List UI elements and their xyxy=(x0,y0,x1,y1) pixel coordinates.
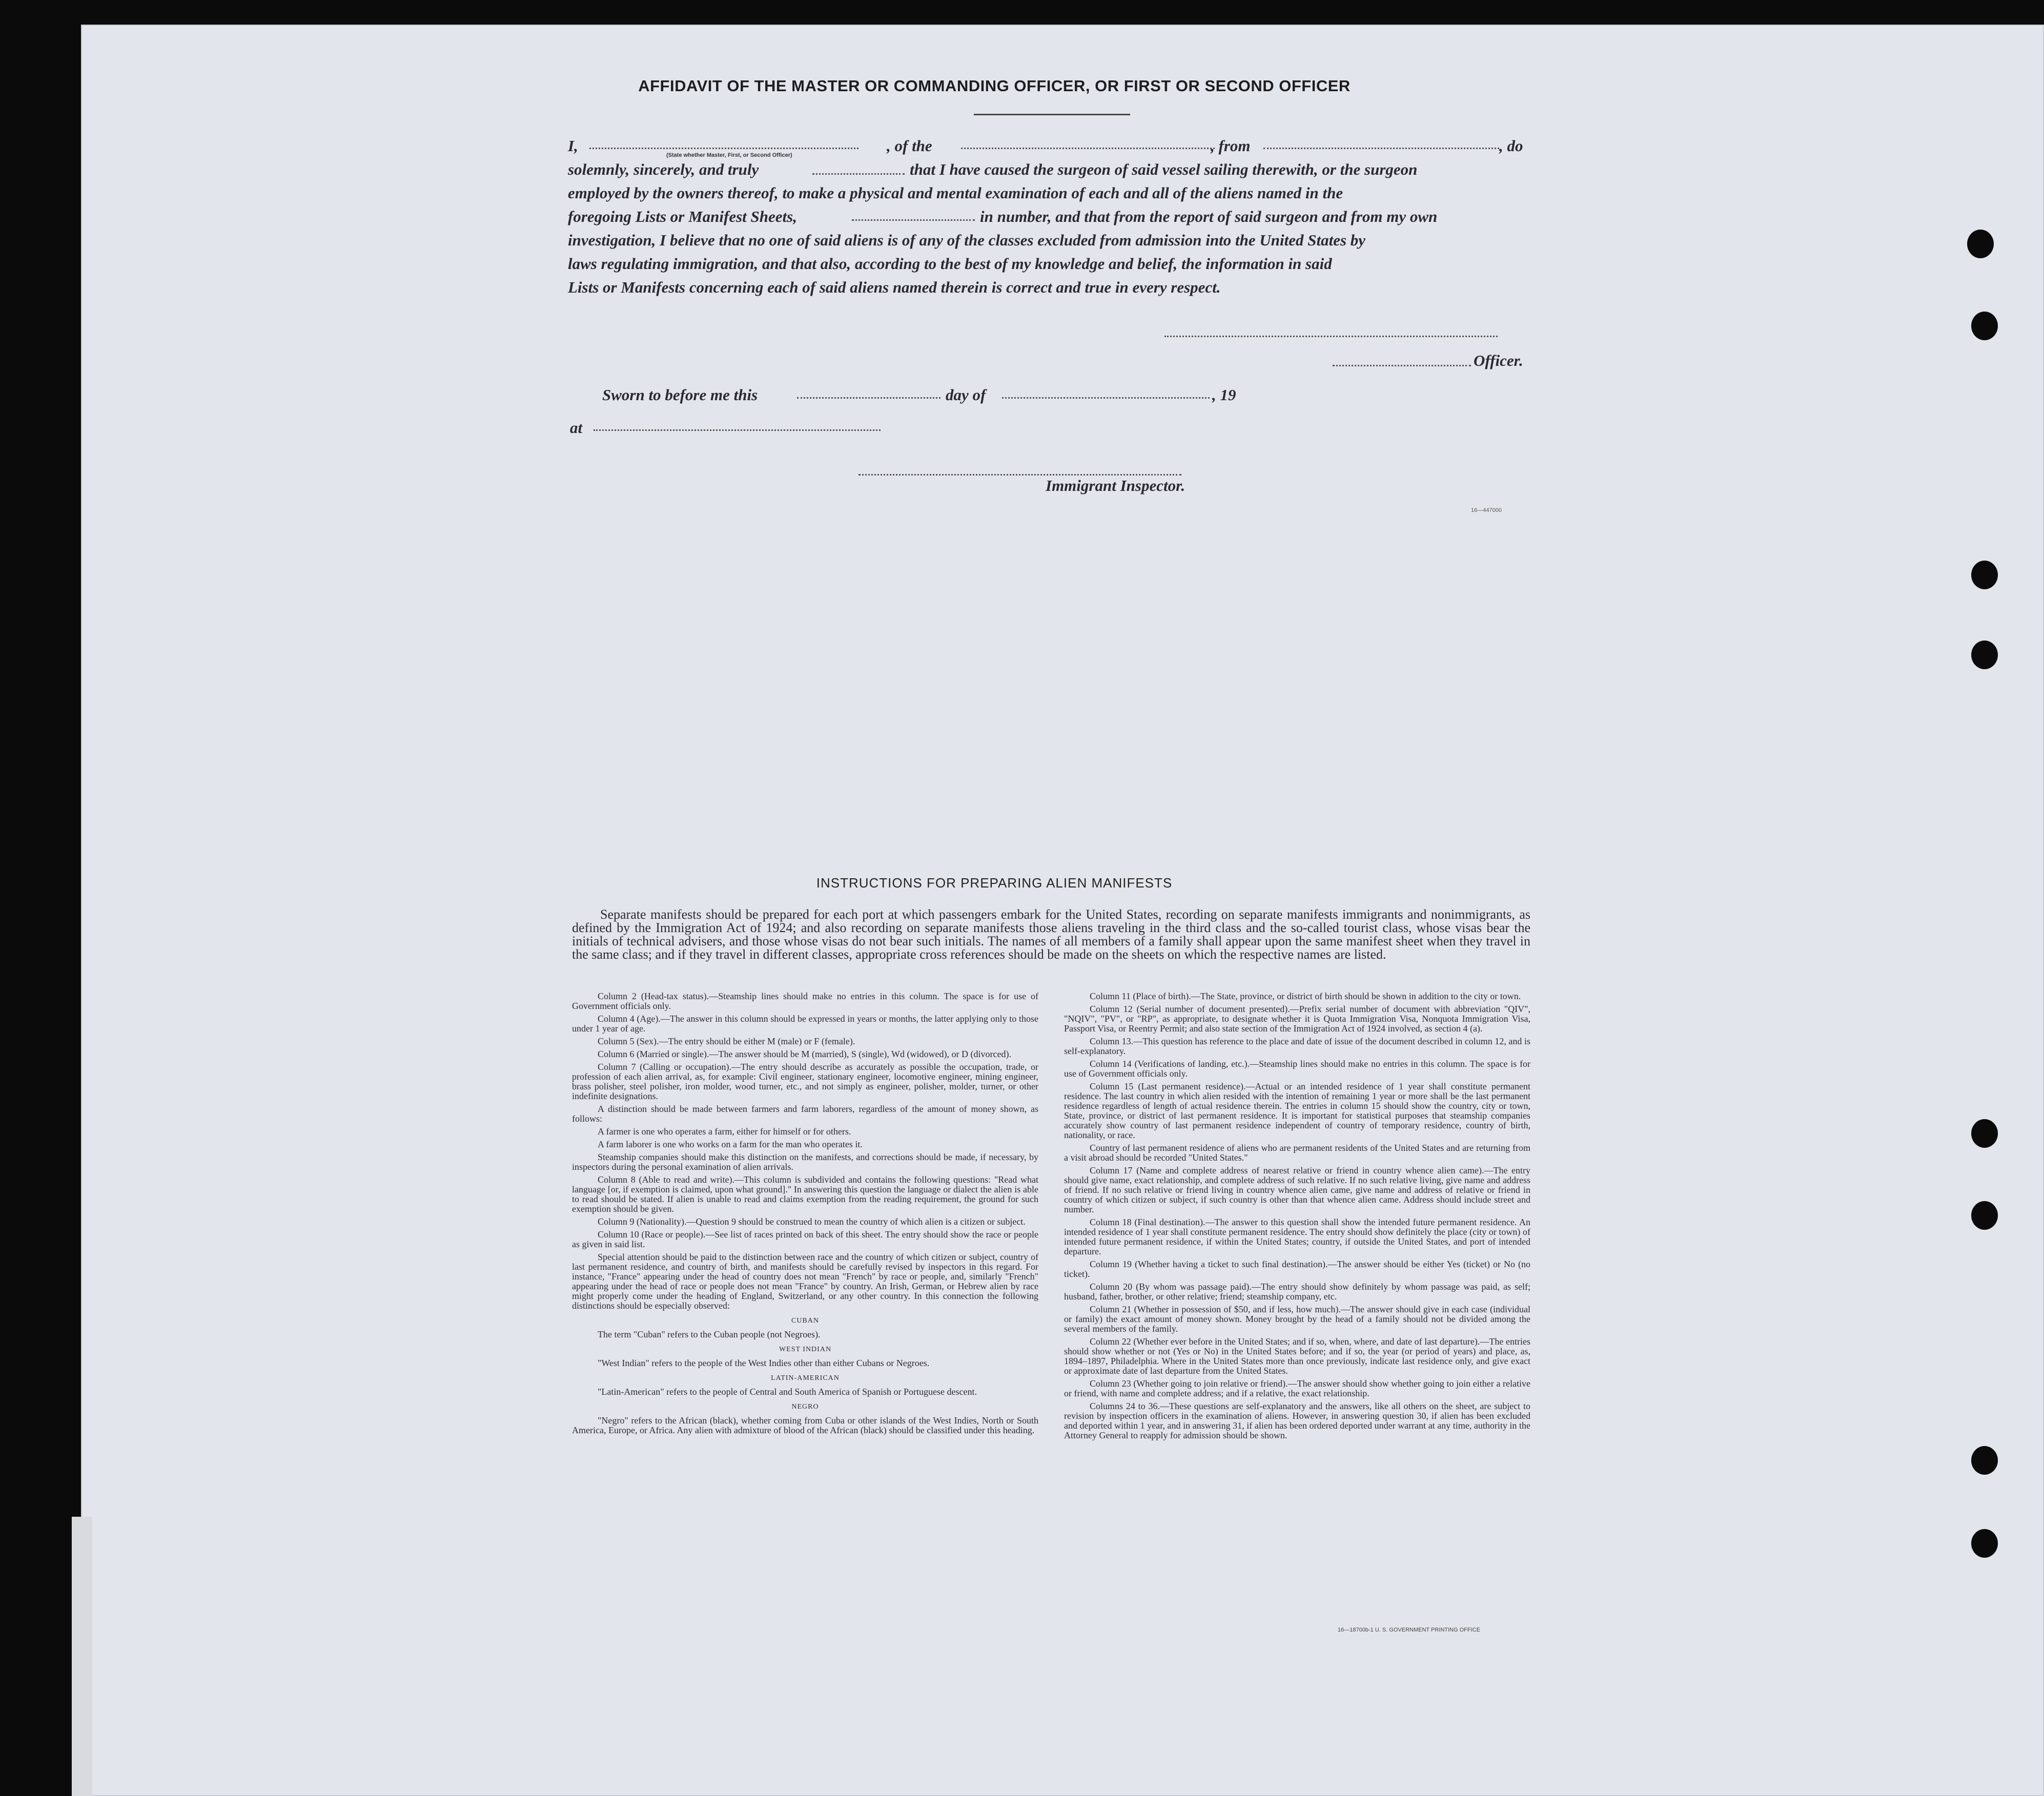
title-underline xyxy=(974,114,1130,115)
form-code: 16—447000 xyxy=(1471,507,1502,513)
master-signature-field[interactable] xyxy=(1164,336,1498,337)
underlying-page-edge xyxy=(72,1517,92,1796)
instruction-paragraph: Column 17 (Name and complete address of nearest relative or friend in country whence alien came).—The entry should give name, exact relationship, and complete address of such relative. If no such relative living, give name and address of friend. If no such relative or friend living in country whence alien came, give name and address of relative or friend in country of which citizen or subject, if such country is other than that whence alien came. Address should include street and number. xyxy=(1064,1165,1530,1214)
instructions-right-column xyxy=(1064,992,1530,1443)
do-label: , do xyxy=(1499,137,1523,155)
latin-american-text: "Latin-American" refers to the people of Central and South America of Spanish or Portuguese descent. xyxy=(598,1387,977,1397)
day-of-label: day of xyxy=(946,386,986,404)
affidavit-line5: investigation, I believe that no one of said aliens is of any of the classes excluded from admission into the United States by xyxy=(568,231,1366,249)
sworn-place-field[interactable] xyxy=(594,429,881,431)
affidavit-line3: employed by the owners thereof, to make a physical and mental examination of each and all of the aliens named in the xyxy=(568,184,1343,202)
affidavit-line2b: that I have caused the surgeon of said vessel sailing therewith, or the surgeon xyxy=(910,160,1418,178)
instruction-paragraph: Steamship companies should make this distinction on the manifests, and corrections should be made, if necessary, by inspectors during the personal examination of alien arrivals. xyxy=(572,1152,1038,1172)
instruction-paragraph: Column 9 (Nationality).—Question 9 should be construed to mean the country of which alien is a citizen or subject. xyxy=(598,1216,1026,1227)
from-label: , from xyxy=(1211,137,1251,155)
instruction-paragraph: Column 2 (Head-tax status).—Steamship lines should make no entries in this column. The space is for use of Government officials only. xyxy=(572,991,1038,1011)
negro-text: "Negro" refers to the African (black), whether coming from Cuba or other islands of the West Indies, North or South America, Europe, or Africa. Any alien with admixture of blood of the African (black) should be classified under this heading. xyxy=(572,1415,1038,1435)
punch-hole xyxy=(1971,1529,1998,1558)
instruction-paragraph: Column 20 (By whom was passage paid).—The entry should show definitely by whom passage was paid, as self; husband, father, brother, or other relative; friend; steamship company, etc. xyxy=(1064,1282,1530,1302)
year-label: , 19 xyxy=(1212,386,1236,404)
instructions-title: INSTRUCTIONS FOR PREPARING ALIEN MANIFESTS xyxy=(816,875,1173,891)
inspector-label: Immigrant Inspector. xyxy=(1046,477,1185,494)
instruction-paragraph: A farmer is one who operates a farm, either for himself or for others. xyxy=(598,1126,851,1137)
instruction-paragraph: Column 14 (Verifications of landing, etc.).—Steamship lines should make no entries in this column. The space is for use of Government officials only. xyxy=(1064,1059,1530,1079)
cuban-heading: CUBAN xyxy=(791,1317,819,1325)
sworn-day-field[interactable] xyxy=(797,397,941,399)
instruction-paragraph: Country of last permanent residence of aliens who are permanent residents of the United States and are returning from a visit abroad should be recorded "United States." xyxy=(1064,1143,1530,1163)
inspector-signature-field[interactable] xyxy=(859,474,1181,476)
instruction-paragraph: Column 5 (Sex).—The entry should be either M (male) or F (female). xyxy=(598,1036,855,1046)
sworn-label: Sworn to before me this xyxy=(602,386,758,404)
punch-hole xyxy=(1967,230,1994,258)
instruction-paragraph: Column 6 (Married or single).—The answer should be M (married), S (single), Wd (widowed), or D (divorced). xyxy=(598,1049,1011,1059)
of-the-label: , of the xyxy=(887,137,932,155)
officer-title-field[interactable] xyxy=(1333,365,1471,366)
affidavit-title: AFFIDAVIT OF THE MASTER OR COMMANDING OFFICER, OR FIRST OR SECOND OFFICER xyxy=(638,77,1351,95)
punch-hole xyxy=(1971,561,1998,589)
punch-hole xyxy=(1971,312,1998,340)
instruction-paragraph: Column 7 (Calling or occupation).—The entry should describe as accurately as possible the occupation, trade, or profession of each alien arrival, as, for example: Civil engineer, stationary engineer, locomotive engineer, mining engineer, brass polisher, steel polisher, iron molder, wood turner, etc., and not simply as engineer, polisher, molder, turner, or other indefinite designations. xyxy=(572,1062,1038,1101)
officer-rank-hint: (State whether Master, First, or Second Officer) xyxy=(666,152,792,158)
affidavit-line6: laws regulating immigration, and that also, according to the best of my knowledge and belief, the information in said xyxy=(568,255,1332,273)
affidavit-line4b: in number, and that from the report of said surgeon and from my own xyxy=(980,208,1438,225)
instruction-paragraph: Column 8 (Able to read and write).—This column is subdivided and contains the following questions: "Read what language [or, if exemption is claimed, upon what ground]." In answering this question the language or dialect the alien is able to read should be stated. If alien is unable to read and claims exemption from the reading requirement, the ground for such exemption should be given. xyxy=(572,1174,1038,1214)
oath-field[interactable] xyxy=(812,173,905,175)
affidavit-i: I, xyxy=(568,137,578,155)
instruction-paragraph: Column 19 (Whether having a ticket to such final destination).—The answer should be either Yes (ticket) or No (no ticket). xyxy=(1064,1259,1530,1279)
left-paragraphs xyxy=(572,992,1038,1311)
punch-hole xyxy=(1971,1201,1998,1230)
right-paragraphs xyxy=(1064,992,1530,1440)
sworn-month-field[interactable] xyxy=(1002,397,1210,399)
instruction-paragraph: Column 4 (Age).—The answer in this column should be expressed in years or months, the latter applying only to those under 1 year of age. xyxy=(572,1014,1038,1034)
officer-rank-field[interactable] xyxy=(589,148,859,149)
cuban-text: The term "Cuban" refers to the Cuban people (not Negroes). xyxy=(598,1329,821,1339)
from-port-field[interactable] xyxy=(1263,148,1499,149)
latin-american-heading: LATIN-AMERICAN xyxy=(771,1374,840,1382)
instruction-paragraph: Column 18 (Final destination).—The answer to this question shall show the intended future permanent residence. An intended residence of 1 year shall constitute permanent residence. The entry should show definitely the place (city or town) of intended future permanent residence, if within the United States; country, if outside the United States, and port of intended departure. xyxy=(1064,1217,1530,1256)
instruction-paragraph: Column 13.—This question has reference to the place and date of issue of the document described in column 12, and is self-explanatory. xyxy=(1064,1036,1530,1056)
instruction-paragraph: Column 12 (Serial number of document presented).—Prefix serial number of document with abbreviation "QIV", "NQIV", "PV", or "RP", as appropriate, to designate whether it is Quota Immigration Visa, Nonquota Immigration Visa, Passport Visa, or Reentry Permit; and also state section of the Immigration Act of 1924 involved, as section 4 (a). xyxy=(1064,1004,1530,1034)
instruction-paragraph: Column 23 (Whether going to join relative or friend).—The answer should show whether going to join either a relative or friend, with name and complete address; and if a relative, the exact relationship. xyxy=(1064,1378,1530,1398)
instruction-paragraph: Column 11 (Place of birth).—The State, province, or district of birth should be shown in addition to the city or town. xyxy=(1090,991,1521,1001)
negro-heading: NEGRO xyxy=(791,1403,819,1411)
instruction-paragraph: Column 22 (Whether ever before in the United States; and if so, when, where, and date of last departure).—The entries should show whether or not (Yes or No) in the United States before; and if so, the year (or period of years) and place, as, 1894–1897, Philadelphia. Where in the United States more than once previously, indicate last residence only, and give exact or approximate date of last departure from the United States. xyxy=(1064,1336,1530,1376)
instruction-paragraph: Special attention should be paid to the distinction between race and the country of which citizen or subject, country of last permanent residence, and country of birth, and manifests should be carefully revised by inspectors in this regard. For instance, "France" appearing under the head of country does not mean "French" by race or people, and, similarly "French" appearing under the head of race or people does not mean "France" by country. An Irish, German, or Hebrew alien by race might properly come under the heading of England, Switzerland, or any other country. In this connection the following distinctions should be especially observed: xyxy=(572,1252,1038,1311)
officer-label: Officer. xyxy=(1474,352,1523,369)
instruction-paragraph: Column 10 (Race or people).—See list of races printed on back of this sheet. The entry should show the race or people as given in said list. xyxy=(572,1229,1038,1249)
punch-hole xyxy=(1971,1446,1998,1475)
punch-hole xyxy=(1971,1119,1998,1148)
affidavit-line2a: solemnly, sincerely, and truly xyxy=(568,160,759,178)
punch-hole xyxy=(1971,641,1998,669)
instructions-left-column xyxy=(572,992,1038,1438)
printing-office-footer: 16—18700b-1 U. S. GOVERNMENT PRINTING OFFICE xyxy=(1338,1627,1480,1633)
affidavit-line4a: foregoing Lists or Manifest Sheets, xyxy=(568,208,797,225)
at-label: at xyxy=(570,419,583,437)
instruction-paragraph: Columns 24 to 36.—These questions are self-explanatory and the answers, like all others on the sheet, are subject to revision by inspection officers in the examination of aliens. However, in answering question 30, if alien has been excluded and deported within 1 year, and in answering 31, if alien has been ordered deported under warrant at any time, authority in the Attorney General to reapply for admission should be shown. xyxy=(1064,1401,1530,1440)
affidavit-line7: Lists or Manifests concerning each of said aliens named therein is correct and true in every respect. xyxy=(568,278,1221,296)
west-indian-text: "West Indian" refers to the people of the West Indies other than either Cubans or Negroes. xyxy=(598,1358,930,1368)
vessel-name-field[interactable] xyxy=(961,148,1215,149)
instruction-paragraph: A distinction should be made between farmers and farm laborers, regardless of the amount of money shown, as follows: xyxy=(572,1104,1038,1124)
instruction-paragraph: Column 21 (Whether in possession of $50, and if less, how much).—The answer should give in each case (individual or family) the exact amount of money shown. Money brought by the head of a family should not be divided among the several members of the family. xyxy=(1064,1304,1530,1334)
sheet-count-field[interactable] xyxy=(852,219,975,221)
west-indian-heading: WEST INDIAN xyxy=(779,1346,832,1353)
instruction-paragraph: Column 15 (Last permanent residence).—Actual or an intended residence of 1 year shall constitute permanent residence. The last country in which alien resided with the intention of remaining 1 year or more shall be the last permanent residence regardless of length of actual residence therein. The entries in column 15 should show the country, city or town, State, province, or district of last permanent residence. It is important for statistical purposes that steamship companies accurately show country of last permanent residence independent of country of temporary residence, country of birth, nationality, or race. xyxy=(1064,1081,1530,1140)
instructions-intro: Separate manifests should be prepared for each port at which passengers embark for the United States, recording on separate manifests immigrants and nonimmigrants, as defined by the Immigration Act of 1924; and also recording on separate manifests those aliens traveling in the third class and the so-called tourist class, whose visas bear the initials of technical advisers, and those whose visas do not bear such initials. The names of all members of a family shall appear upon the same manifest sheet when they travel in the same class; and if they travel in different classes, appropriate cross references should be made on the sheets on which the respective names are listed. xyxy=(572,907,1530,962)
instruction-paragraph: A farm laborer is one who works on a farm for the man who operates it. xyxy=(598,1139,863,1149)
